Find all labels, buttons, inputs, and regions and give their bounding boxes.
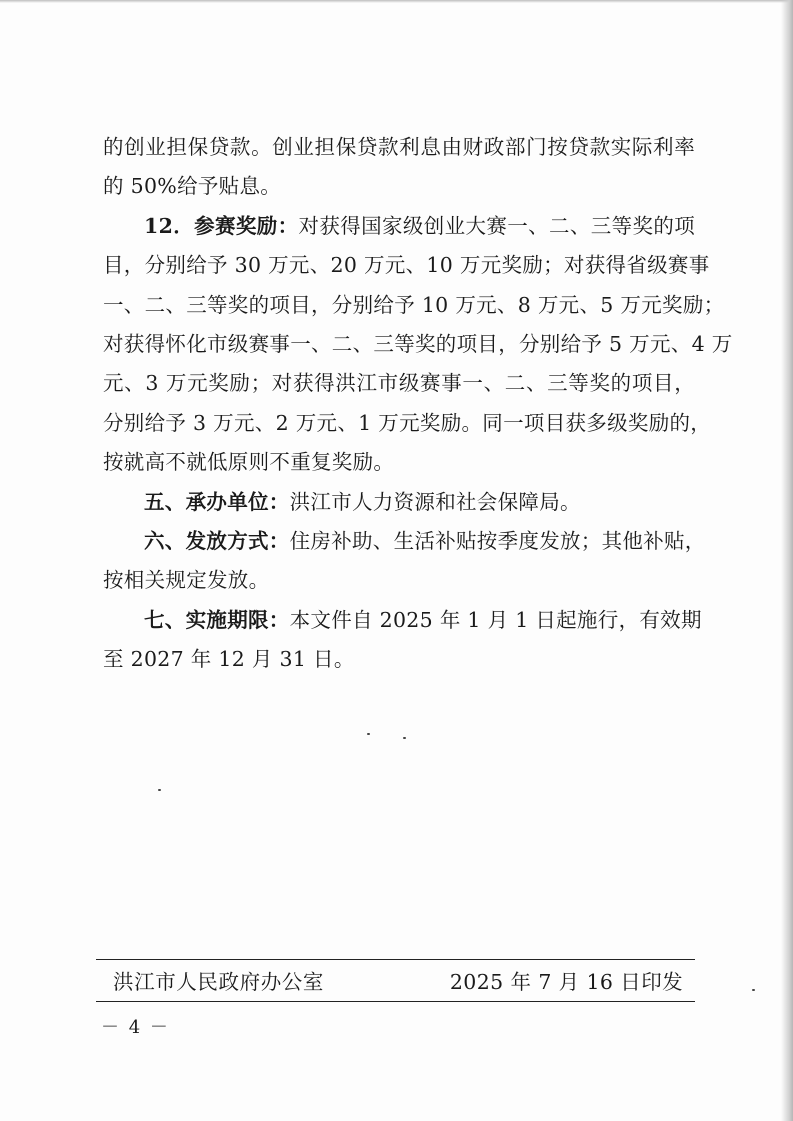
section-5-heading: 五、承办单位： xyxy=(144,489,290,514)
item-12-line-5: 元、3 万元奖励；对获得洪江市级赛事一、二、三等奖的项目， xyxy=(103,371,695,396)
item-12-heading: 12．参赛奖励： xyxy=(144,213,299,238)
scan-speck xyxy=(752,989,755,991)
issue-date: 2025 年 7 月 16 日印发 xyxy=(449,970,683,994)
section-5-line xyxy=(103,483,695,522)
paragraph-line-2: 的 50%给予贴息。 xyxy=(103,174,282,199)
item-12-line-4: 对获得怀化市级赛事一、二、三等奖的项目，分别给予 5 万元、4 万 xyxy=(103,332,733,357)
section-7-line-1 xyxy=(103,601,702,640)
item-12-line-7: 按就高不就低原则不重复奖励。 xyxy=(103,450,395,475)
section-6-line-1 xyxy=(103,522,706,561)
item-12-text: 对获得国家级创业大赛一、二、三等奖的项 xyxy=(298,213,695,238)
scan-edge-right xyxy=(781,0,793,1121)
page-number: － 4 － xyxy=(101,1017,170,1038)
item-12-line-1 xyxy=(103,207,695,246)
scan-edge-top xyxy=(0,0,793,3)
issuer-name: 洪江市人民政府办公室 xyxy=(113,970,324,994)
section-7-line-2: 至 2027 年 12 月 31 日。 xyxy=(103,647,355,672)
section-7-heading: 七、实施期限： xyxy=(144,607,290,632)
section-6-text: 住房补助、生活补贴按季度发放；其他补贴， xyxy=(289,529,706,554)
section-7-text: 本文件自 2025 年 1 月 1 日起施行，有效期 xyxy=(289,607,702,632)
paragraph-line-1: 的创业担保贷款。创业担保贷款利息由财政部门按贷款实际利率 xyxy=(103,135,695,159)
item-12-line-6: 分别给予 3 万元、2 万元、1 万元奖励。同一项目获多级奖励的， xyxy=(103,410,712,435)
footer-rule-top xyxy=(96,959,695,960)
scan-speck xyxy=(403,737,406,739)
scan-speck xyxy=(158,789,161,791)
section-6-heading: 六、发放方式： xyxy=(144,529,290,554)
section-5-text: 洪江市人力资源和社会保障局。 xyxy=(289,489,581,514)
section-6-line-2: 按相关规定发放。 xyxy=(103,568,270,593)
item-12-line-2: 目，分别给予 30 万元、20 万元、10 万元奖励；对获得省级赛事 xyxy=(103,253,710,278)
item-12-line-3: 一、二、三等奖的项目，分别给予 10 万元、8 万元、5 万元奖励； xyxy=(103,292,725,317)
scan-speck xyxy=(367,733,370,735)
footer-rule-bottom xyxy=(96,1001,695,1002)
document-body xyxy=(103,128,733,680)
